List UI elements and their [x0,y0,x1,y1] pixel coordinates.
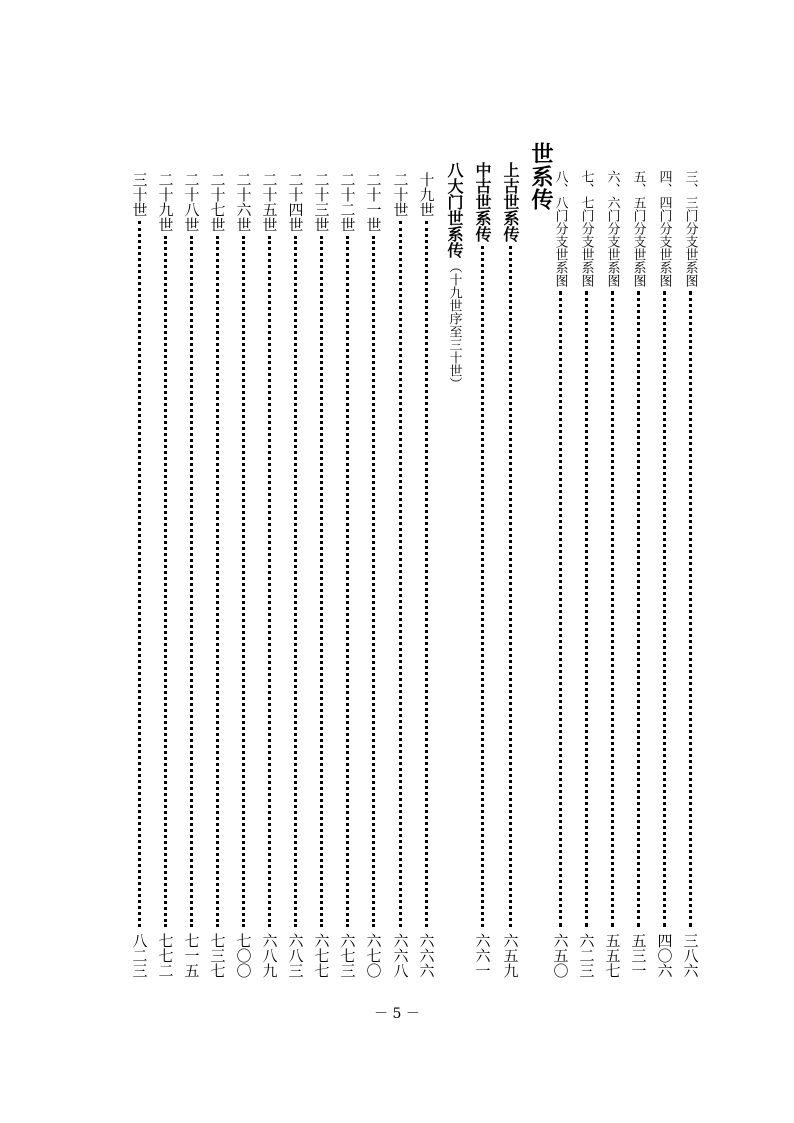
toc-entry[interactable] [126,172,152,978]
toc-entry-page: 八二三 [130,933,149,978]
leader-dots [320,236,323,927]
leader-dots [138,221,141,927]
toc-entry[interactable] [469,162,495,978]
toc-entry-title: 三、三门分支世系图 [682,170,698,287]
toc-entry[interactable] [573,170,599,978]
toc-entry-page: 六八九 [260,933,279,978]
toc-entry-page: 六五九 [501,933,520,978]
toc-entry[interactable] [308,172,334,978]
leader-dots [689,291,692,927]
toc-entry-subtitle: （十九世序至三十世） [446,260,462,390]
toc-entry[interactable] [599,170,625,978]
leader-dots [242,236,245,927]
toc-entry-page: 四〇六 [655,933,674,978]
toc-entry[interactable] [497,162,523,978]
toc-entry[interactable] [230,172,256,978]
toc-entry-title: 二十二世 [338,172,357,232]
toc-entry-page: 五五七 [603,933,622,978]
leader-dots [425,221,428,927]
toc-entry-title: 八、八门分支世系图 [552,170,568,287]
toc-entry-page: 六七〇 [364,933,383,978]
leader-dots [216,236,219,927]
toc-entry-page: 六六六 [417,933,436,978]
leader-dots [611,291,614,927]
leader-dots [372,236,375,927]
toc-entry[interactable] [625,170,651,978]
toc-entry-page: 七七二 [156,933,175,978]
toc-entry-title: 二十三世 [312,172,331,232]
toc-entry-title: 六、六门分支世系图 [604,170,620,287]
toc-entry-title: 二十九世 [156,172,175,232]
toc-entry[interactable] [256,172,282,978]
toc-entry-page: 六八三 [286,933,305,978]
toc-entry-title: 五、五门分支世系图 [630,170,646,287]
toc-entry[interactable] [651,170,677,978]
toc-entry-title: 三十世 [130,172,149,217]
toc-entry[interactable] [178,172,204,978]
toc-entry-page: 六六八 [391,933,410,978]
toc-entry-title: 二十四世 [286,172,305,232]
toc-entry-page: 五三一 [629,933,648,978]
leader-dots [164,236,167,927]
toc-entry-page: 六六一 [473,933,492,978]
toc-entry-page: 三八六 [681,933,700,978]
leader-dots [294,236,297,927]
leader-dots [399,221,402,927]
leader-dots [190,236,193,927]
toc-entry-title: 四、四门分支世系图 [656,170,672,287]
leader-dots [585,291,588,927]
toc-entry-page: 七三七 [208,933,227,978]
leader-dots [346,236,349,927]
toc-entry[interactable] [360,172,386,978]
toc-entry-title: 十九世 [417,172,436,217]
toc-entry-page: 七〇〇 [234,933,253,978]
toc-entry-title: 二十八世 [182,172,201,232]
toc-entry-title: 七、七门分支世系图 [578,170,594,287]
toc-entry[interactable] [152,172,178,978]
toc-entry[interactable] [334,172,360,978]
leader-dots [559,291,562,927]
toc-entry-title: 二十七世 [208,172,227,232]
toc-entry[interactable] [677,170,703,978]
toc-entry-title: 二十一世 [364,172,383,232]
toc-entry-title: 上古世系传 [501,162,520,242]
leader-dots [268,236,271,927]
toc-entry[interactable] [547,170,573,978]
toc-entry[interactable] [204,172,230,978]
page-number: － 5 － [374,1006,420,1022]
toc-section-entry[interactable] [441,162,467,422]
toc-entry[interactable] [413,172,439,978]
toc-entry-title: 八大门世系传 [445,162,464,258]
toc-entry-page: 六七七 [312,933,331,978]
leader-dots [481,246,484,927]
toc-entry-page: 六五〇 [551,933,570,978]
toc-entry-title: 二十世 [391,172,410,217]
toc-entry[interactable] [387,172,413,978]
leader-dots [637,291,640,927]
toc-entry-page: 七一五 [182,933,201,978]
toc-entry-page: 六二三 [577,933,596,978]
toc-entry-title: 二十五世 [260,172,279,232]
toc-entry-page: 六七三 [338,933,357,978]
toc-entry[interactable] [282,172,308,978]
leader-dots [663,291,666,927]
leader-dots [509,246,512,927]
section-heading: 世系传 [528,142,554,211]
toc-entry-title: 中古世系传 [473,162,492,242]
toc-entry-title: 二十六世 [234,172,253,232]
